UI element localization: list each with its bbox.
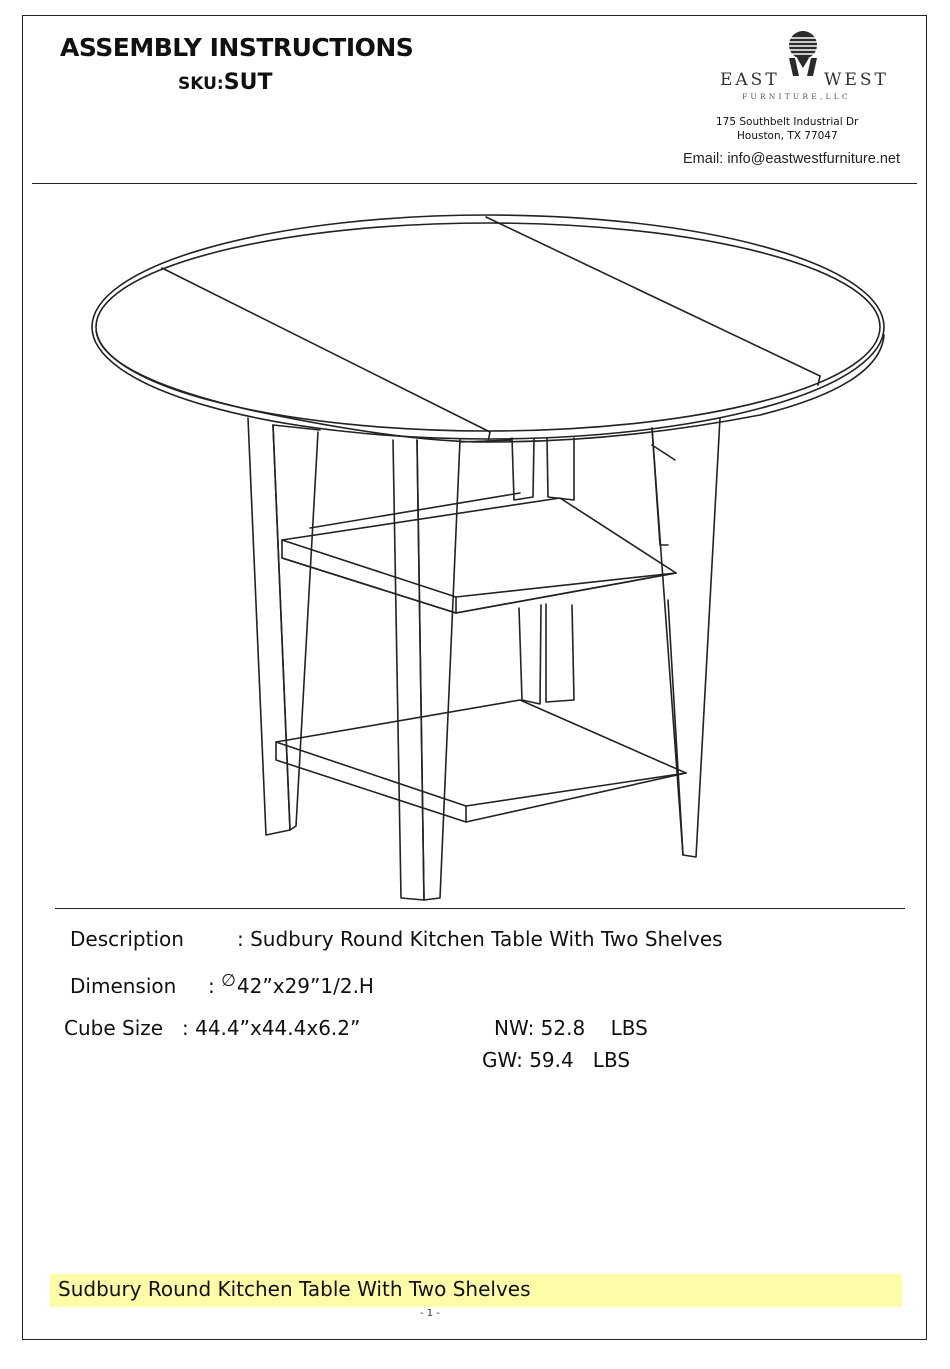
- address-line-1: 175 Southbelt Industrial Dr: [716, 116, 859, 128]
- header-divider: [32, 183, 917, 184]
- company-logo: [718, 30, 888, 106]
- logo-subtitle: FURNITURE,LLC: [742, 92, 851, 101]
- description-label: Description: [70, 927, 184, 951]
- globe-logo-icon: [780, 30, 826, 76]
- diameter-icon: ∅: [221, 971, 236, 991]
- sku-label: SKU:: [178, 74, 224, 94]
- document-title: ASSEMBLY INSTRUCTIONS: [60, 33, 414, 62]
- cube-size-label: Cube Size: [64, 1016, 164, 1040]
- table-illustration-icon: [90, 210, 890, 910]
- logo-word-east: EAST: [720, 70, 780, 90]
- cube-size-value: : 44.4”x44.4x6.2”: [182, 1016, 361, 1040]
- footer-highlight-bar: [50, 1274, 902, 1307]
- address-line-2: Houston, TX 77047: [737, 130, 838, 142]
- sku-line: [178, 70, 272, 95]
- logo-word-west: WEST: [824, 70, 889, 90]
- description-value: : Sudbury Round Kitchen Table With Two Shelves: [237, 927, 723, 951]
- dimension-prefix: :: [208, 974, 215, 998]
- dimension-label: Dimension: [70, 974, 177, 998]
- footer-title: Sudbury Round Kitchen Table With Two Shelves: [58, 1277, 531, 1301]
- sku-value: SUT: [223, 70, 273, 95]
- spec-divider: [55, 908, 905, 909]
- gross-weight: GW: 59.4 LBS: [482, 1048, 631, 1072]
- dimension-value: 42”x29”1/2.H: [236, 974, 374, 998]
- dimension-value-line: [208, 971, 374, 998]
- company-email: Email: info@eastwestfurniture.net: [683, 151, 901, 167]
- page-number: - 1 -: [420, 1308, 440, 1319]
- net-weight: NW: 52.8 LBS: [494, 1016, 648, 1040]
